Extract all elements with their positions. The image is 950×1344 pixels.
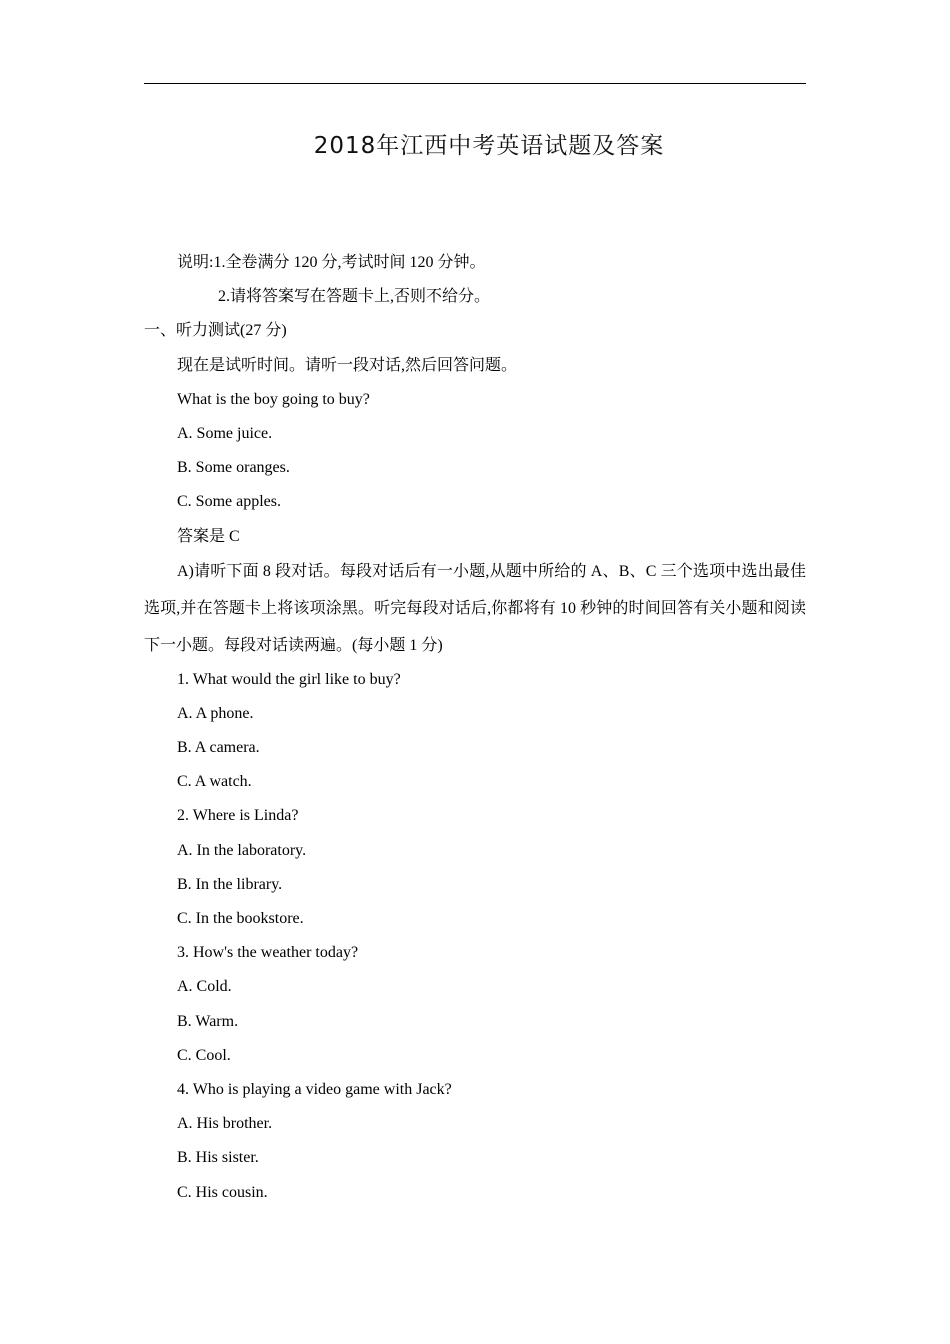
instruction-line-2: 2.请将答案写在答题卡上,否则不给分。 (218, 288, 491, 306)
answer-option: C. Cool. (177, 1046, 231, 1064)
document-title: 2018年江西中考英语试题及答案 (313, 133, 665, 159)
answer-option: B. In the library. (177, 875, 283, 893)
answer-option: A. His brother. (177, 1115, 273, 1133)
answer-option: C. In the bookstore. (177, 910, 304, 927)
section-heading: 一、听力测试(27 分) (144, 322, 287, 340)
answer-option: B. His sister. (177, 1149, 259, 1167)
header-rule (144, 83, 806, 84)
answer-option: A. In the laboratory. (177, 841, 307, 859)
answer-option: A. Cold. (177, 978, 232, 996)
question: 1. What would the girl like to buy? (177, 670, 401, 688)
document-body (144, 250, 806, 1214)
answer-option: C. A watch. (177, 773, 252, 791)
answer-option: B. Warm. (177, 1012, 239, 1030)
sample-option: C. Some apples. (177, 493, 281, 511)
answer-option: C. His cousin. (177, 1183, 268, 1201)
sample-option: B. Some oranges. (177, 459, 290, 477)
sample-intro: 现在是试听时间。请听一段对话,然后回答问题。 (177, 356, 518, 374)
answer-option: A. A phone. (177, 704, 254, 722)
question: 4. Who is playing a video game with Jack? (177, 1080, 452, 1098)
question: 2. Where is Linda? (177, 807, 299, 825)
sample-question: What is the boy going to buy? (177, 390, 370, 408)
answer-option: B. A camera. (177, 739, 260, 757)
sample-answer: 答案是 C (177, 527, 240, 545)
sample-option: A. Some juice. (177, 424, 273, 442)
question: 3. How's the weather today? (177, 944, 359, 962)
part-a-instructions: A)请听下面 8 段对话。每段对话后有一小题,从题中所给的 A、B、C 三个选项中选出最佳选项,并在答题卡上将该项涂黑。听完每段对话后,你都将有 10 秒钟的时间回答有关小题和阅读下一小题。每段对话读两遍。(每小题 1 分) (144, 562, 806, 654)
instruction-line-1: 说明:1.全卷满分 120 分,考试时间 120 分钟。 (177, 254, 486, 271)
